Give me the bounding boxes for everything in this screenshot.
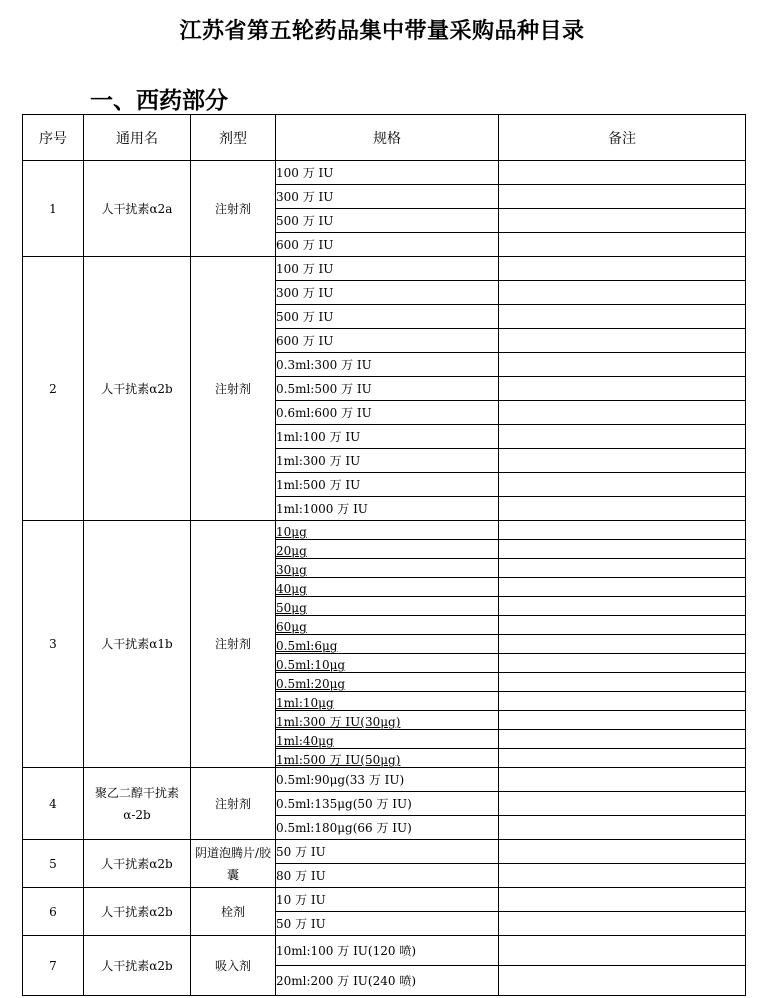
drug-catalog-table xyxy=(22,114,746,996)
spec-text: 1ml:10μg xyxy=(276,696,334,710)
spec-cell: 0.6ml:600 万 IU xyxy=(276,401,499,425)
spec-text: 20μg xyxy=(276,544,307,558)
remark-cell xyxy=(499,692,746,711)
remark-cell xyxy=(499,257,746,281)
spec-text: 10μg xyxy=(276,525,307,539)
remark-cell xyxy=(499,730,746,749)
spec-cell xyxy=(276,521,499,540)
spec-cell: 1ml:100 万 IU xyxy=(276,425,499,449)
spec-cell: 100 万 IU xyxy=(276,257,499,281)
remark-cell xyxy=(499,711,746,730)
spec-text: 50μg xyxy=(276,601,307,615)
row-form: 注射剂 xyxy=(191,521,276,768)
row-no: 5 xyxy=(23,840,84,888)
row-form: 吸入剂 xyxy=(191,936,276,996)
spec-cell xyxy=(276,559,499,578)
row-name: 人干扰素α2b xyxy=(84,936,191,996)
spec-cell xyxy=(276,654,499,673)
remark-cell xyxy=(499,616,746,635)
spec-text: 0.5ml:20μg xyxy=(276,677,346,691)
remark-cell xyxy=(499,353,746,377)
row-form: 阴道泡腾片/胶囊 xyxy=(191,840,276,888)
row-form: 注射剂 xyxy=(191,161,276,257)
spec-cell: 1ml:300 万 IU xyxy=(276,449,499,473)
row-name: 聚乙二醇干扰素α-2b xyxy=(84,768,191,840)
spec-text: 1ml:300 万 IU(30μg) xyxy=(276,715,401,729)
spec-cell: 20ml:200 万 IU(240 喷) xyxy=(276,966,499,996)
remark-cell xyxy=(499,473,746,497)
remark-cell xyxy=(499,864,746,888)
row-no: 3 xyxy=(23,521,84,768)
row-no: 7 xyxy=(23,936,84,996)
remark-cell xyxy=(499,401,746,425)
table-row xyxy=(23,257,746,281)
spec-cell: 500 万 IU xyxy=(276,209,499,233)
remark-cell xyxy=(499,888,746,912)
section-heading: 一、西药部分 xyxy=(90,88,228,114)
table-row xyxy=(23,161,746,185)
row-no: 2 xyxy=(23,257,84,521)
spec-cell xyxy=(276,673,499,692)
remark-cell xyxy=(499,185,746,209)
table-row xyxy=(23,521,746,540)
spec-cell: 10ml:100 万 IU(120 喷) xyxy=(276,936,499,966)
spec-cell: 600 万 IU xyxy=(276,233,499,257)
remark-cell xyxy=(499,635,746,654)
spec-text: 1ml:40μg xyxy=(276,734,334,748)
spec-cell: 500 万 IU xyxy=(276,305,499,329)
row-name: 人干扰素α1b xyxy=(84,521,191,768)
spec-cell xyxy=(276,597,499,616)
remark-cell xyxy=(499,792,746,816)
spec-cell xyxy=(276,578,499,597)
spec-cell: 0.3ml:300 万 IU xyxy=(276,353,499,377)
row-no: 6 xyxy=(23,888,84,936)
remark-cell xyxy=(499,578,746,597)
remark-cell xyxy=(499,768,746,792)
remark-cell xyxy=(499,449,746,473)
spec-cell: 10 万 IU xyxy=(276,888,499,912)
spec-cell xyxy=(276,635,499,654)
spec-text: 60μg xyxy=(276,620,307,634)
spec-cell: 300 万 IU xyxy=(276,185,499,209)
remark-cell xyxy=(499,816,746,840)
document-title: 江苏省第五轮药品集中带量采购品种目录 xyxy=(179,19,585,44)
spec-cell xyxy=(276,730,499,749)
spec-cell: 0.5ml:500 万 IU xyxy=(276,377,499,401)
spec-cell xyxy=(276,616,499,635)
row-name: 人干扰素α2b xyxy=(84,257,191,521)
row-name: 人干扰素α2b xyxy=(84,888,191,936)
spec-cell: 0.5ml:135μg(50 万 IU) xyxy=(276,792,499,816)
spec-cell: 50 万 IU xyxy=(276,912,499,936)
spec-text: 40μg xyxy=(276,582,307,596)
table-row xyxy=(23,840,746,864)
spec-cell: 300 万 IU xyxy=(276,281,499,305)
table-row xyxy=(23,888,746,912)
row-form: 栓剂 xyxy=(191,888,276,936)
row-name: 人干扰素α2a xyxy=(84,161,191,257)
spec-cell: 100 万 IU xyxy=(276,161,499,185)
remark-cell xyxy=(499,936,746,966)
spec-cell: 1ml:1000 万 IU xyxy=(276,497,499,521)
spec-cell: 50 万 IU xyxy=(276,840,499,864)
spec-text: 0.5ml:6μg xyxy=(276,639,338,653)
spec-cell: 600 万 IU xyxy=(276,329,499,353)
spec-cell: 80 万 IU xyxy=(276,864,499,888)
spec-text: 0.5ml:10μg xyxy=(276,658,346,672)
table-row xyxy=(23,936,746,966)
header-remark: 备注 xyxy=(499,115,746,161)
header-no: 序号 xyxy=(23,115,84,161)
remark-cell xyxy=(499,521,746,540)
row-no: 1 xyxy=(23,161,84,257)
remark-cell xyxy=(499,912,746,936)
remark-cell xyxy=(499,209,746,233)
remark-cell xyxy=(499,329,746,353)
remark-cell xyxy=(499,281,746,305)
spec-cell xyxy=(276,692,499,711)
remark-cell xyxy=(499,540,746,559)
spec-cell xyxy=(276,711,499,730)
table-header-row xyxy=(23,115,746,161)
remark-cell xyxy=(499,673,746,692)
remark-cell xyxy=(499,559,746,578)
spec-cell: 0.5ml:180μg(66 万 IU) xyxy=(276,816,499,840)
remark-cell xyxy=(499,233,746,257)
spec-text: 1ml:500 万 IU(50μg) xyxy=(276,753,401,767)
spec-text: 30μg xyxy=(276,563,307,577)
remark-cell xyxy=(499,425,746,449)
spec-cell: 0.5ml:90μg(33 万 IU) xyxy=(276,768,499,792)
remark-cell xyxy=(499,377,746,401)
spec-cell: 1ml:500 万 IU xyxy=(276,473,499,497)
remark-cell xyxy=(499,840,746,864)
remark-cell xyxy=(499,161,746,185)
remark-cell xyxy=(499,305,746,329)
row-no: 4 xyxy=(23,768,84,840)
row-name: 人干扰素α2b xyxy=(84,840,191,888)
spec-cell xyxy=(276,749,499,768)
header-name: 通用名 xyxy=(84,115,191,161)
remark-cell xyxy=(499,497,746,521)
header-form: 剂型 xyxy=(191,115,276,161)
remark-cell xyxy=(499,749,746,768)
header-spec: 规格 xyxy=(276,115,499,161)
row-form: 注射剂 xyxy=(191,257,276,521)
remark-cell xyxy=(499,654,746,673)
remark-cell xyxy=(499,597,746,616)
row-form: 注射剂 xyxy=(191,768,276,840)
remark-cell xyxy=(499,966,746,996)
table-row xyxy=(23,768,746,792)
spec-cell xyxy=(276,540,499,559)
